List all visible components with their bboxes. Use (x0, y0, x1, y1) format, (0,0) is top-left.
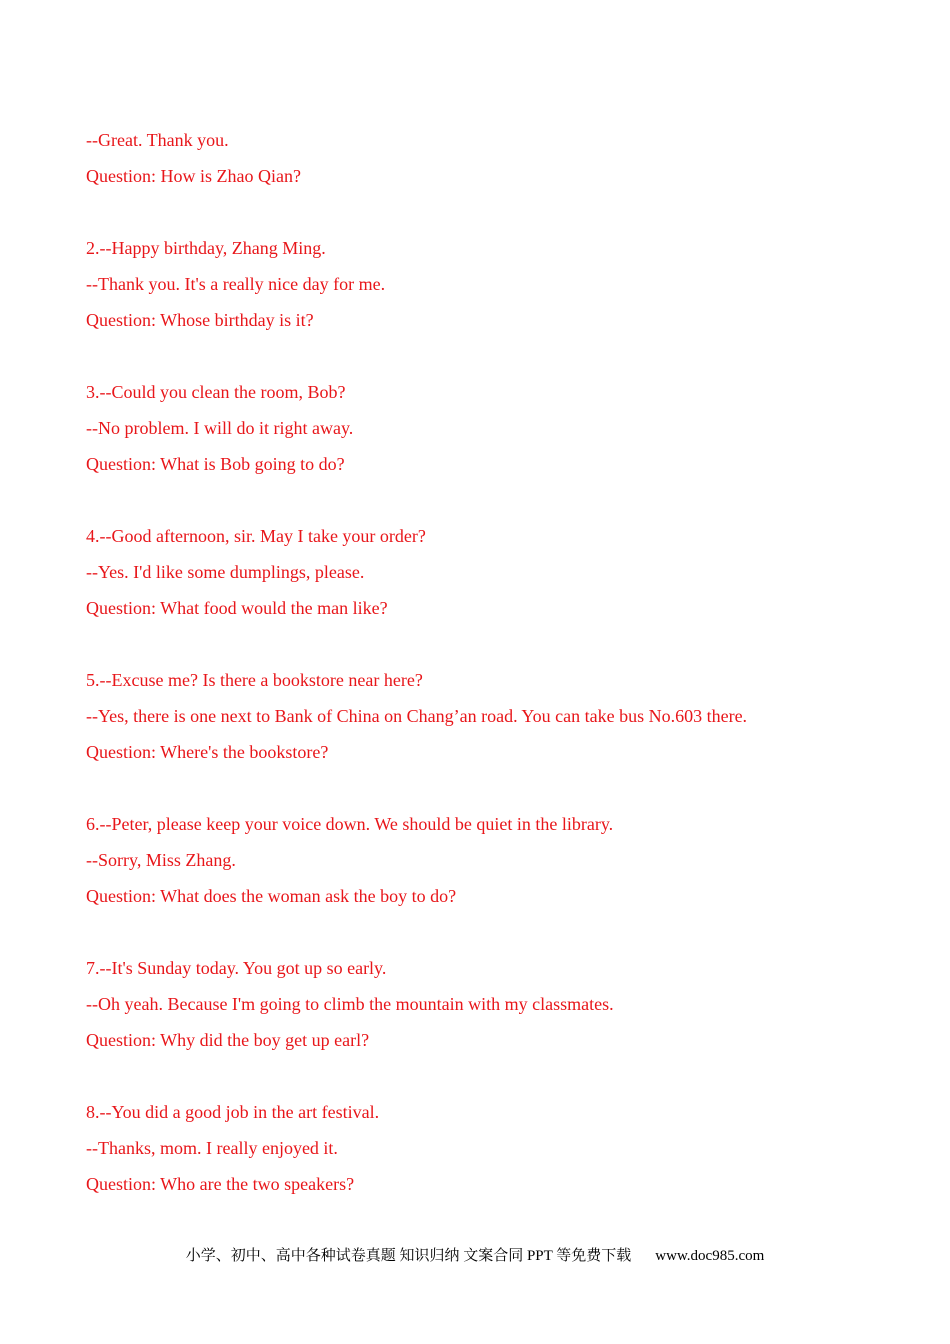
question-line: Question: Where's the bookstore? (86, 742, 329, 762)
question-line: Question: What does the woman ask the boy to do? (86, 886, 457, 906)
question-line: Question: How is Zhao Qian? (86, 166, 301, 186)
dialogue-line: 6.--Peter, please keep your voice down. We should be quiet in the library. (86, 814, 614, 834)
dialogue-line: 7.--It's Sunday today. You got up so early. (86, 958, 387, 978)
dialogue-line: --No problem. I will do it right away. (86, 418, 354, 438)
blank-line (86, 626, 906, 662)
question-line: Question: Why did the boy get up earl? (86, 1030, 370, 1050)
blank-line (86, 338, 906, 374)
dialogue-line: 2.--Happy birthday, Zhang Ming. (86, 238, 326, 258)
question-line: Question: What food would the man like? (86, 598, 388, 618)
dialogue-line: --Oh yeah. Because I'm going to climb the mountain with my classmates. (86, 994, 614, 1014)
dialogue-line: 8.--You did a good job in the art festival. (86, 1102, 380, 1122)
dialogue-line: --Thanks, mom. I really enjoyed it. (86, 1138, 338, 1158)
dialogue-line: --Yes. I'd like some dumplings, please. (86, 562, 365, 582)
blank-line (86, 1058, 906, 1094)
blank-line (86, 194, 906, 230)
dialogue-line: --Thank you. It's a really nice day for me. (86, 274, 386, 294)
dialogue-line: 5.--Excuse me? Is there a bookstore near here? (86, 670, 423, 690)
page-footer (0, 1244, 950, 1265)
dialogue-line: --Great. Thank you. (86, 130, 229, 150)
blank-line (86, 770, 906, 806)
question-line: Question: What is Bob going to do? (86, 454, 345, 474)
listening-script (86, 122, 906, 1202)
footer-url: www.doc985.com (655, 1248, 765, 1264)
question-line: Question: Whose birthday is it? (86, 310, 314, 330)
dialogue-line: --Sorry, Miss Zhang. (86, 850, 236, 870)
dialogue-line: 4.--Good afternoon, sir. May I take your order? (86, 526, 426, 546)
question-line: Question: Who are the two speakers? (86, 1174, 355, 1194)
footer-text: 小学、初中、高中各种试卷真题 知识归纳 文案合同 PPT 等免费下载 (185, 1248, 632, 1264)
blank-line (86, 482, 906, 518)
dialogue-line: 3.--Could you clean the room, Bob? (86, 382, 346, 402)
dialogue-line: --Yes, there is one next to Bank of China on Chang’an road. You can take bus No.603 there. (86, 706, 748, 726)
blank-line (86, 914, 906, 950)
